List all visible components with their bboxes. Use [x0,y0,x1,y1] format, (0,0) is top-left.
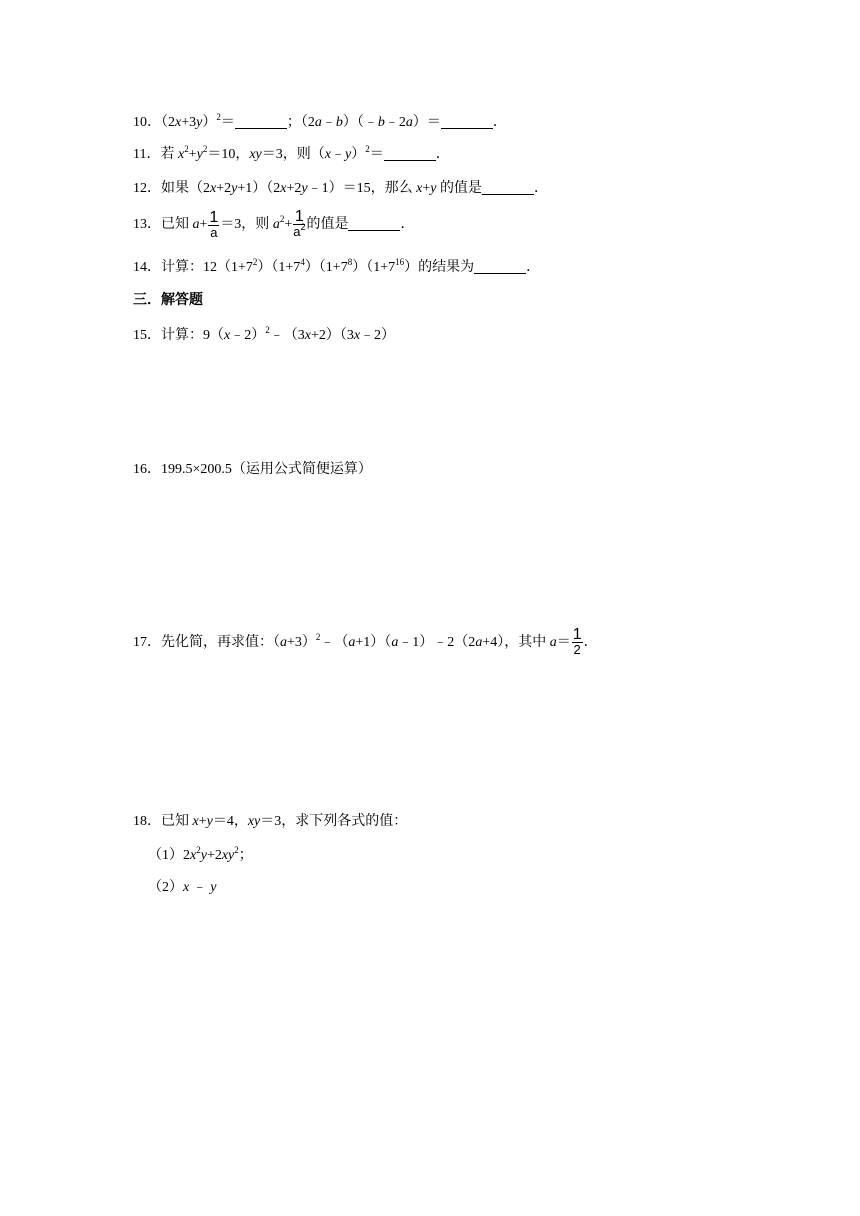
fraction-one-over-a: $\frac{1}{a}$ [209,208,219,240]
answer-blank[interactable] [235,114,287,129]
question-17: 17．先化简，再求值：$(a+3)^2﹣(a+1)(a﹣1)﹣2(2a+4)$，其中 a＝ $\frac{1}{2}$ ． [133,626,598,658]
question-13: 13．已知 a+ $\frac{1}{a}$ ＝3，则 $a^2+$ $\frac{1}{a^2}$ 的值是 ． [133,208,415,240]
question-11: 11．若 $x^2+y^2=10$，xy＝3，则（x﹣y）$^2$＝ ． [133,144,450,162]
question-number: 18． [133,814,161,829]
question-number: 12． [133,181,161,196]
question-number: 14． [133,260,161,275]
question-number: 16． [133,462,161,477]
question-18-part-2: （2）x ﹣ y [148,880,217,895]
question-16: 16．199.5×200.5（运用公式简便运算） [133,462,372,477]
question-number: 15． [133,328,161,343]
question-18: 18．已知 x+y＝4，xy＝3，求下列各式的值： [133,814,408,829]
answer-blank[interactable] [441,114,493,129]
answer-blank[interactable] [348,216,400,231]
fraction-one-over-a-squared: $\frac{1}{a^2}$ [293,208,306,239]
section-heading: 三．解答题 [133,293,203,308]
question-number: 17． [133,635,161,650]
question-number: 11． [133,147,161,162]
answer-blank[interactable] [384,146,436,161]
fraction-one-half: $\frac{1}{2}$ [572,626,582,658]
question-14: 14．计算：$12(1+7^2)(1+7^4)(1+7^8)(1+7^{16})$的结果为 ． [133,257,541,275]
question-10: 10．$(2x+3y)^2=$ ；（2a﹣b）（﹣b﹣2a）＝ ． [133,112,507,130]
question-12: 12．如果（2x+2y+1）（2x+2y﹣1）＝15，那么 x+y 的值是 ． [133,181,548,196]
question-number: 13． [133,217,161,233]
question-18-part-1: $(1)2x^2y+2xy^2$； [148,845,253,863]
question-15: 15．计算：9（x﹣2）$^2$﹣（3x+2）（3x﹣2） [133,325,396,343]
answer-blank[interactable] [482,180,534,195]
answer-blank[interactable] [474,259,526,274]
question-number: 10． [133,115,161,130]
